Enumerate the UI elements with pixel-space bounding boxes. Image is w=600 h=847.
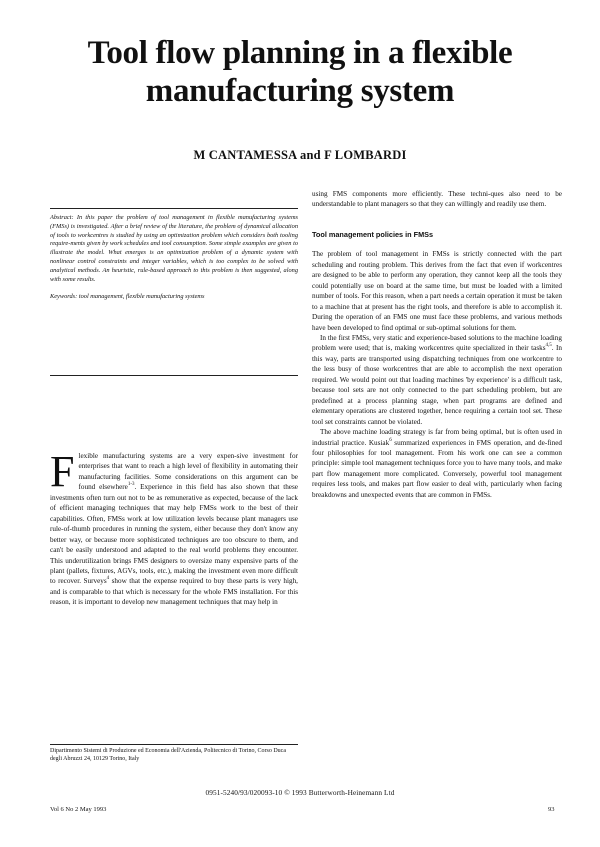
citation-ref: 1-3	[127, 482, 135, 488]
left-column	[50, 447, 298, 608]
p2-text-2: . In this way, parts are transported using dispatching techniques from one workcentre to the less busy of those workcentres that are able to accomplish the next operation required. We would point out that loading machines 'by experience' is a difficult task, because tool sets are not only connected to the part scheduling problem, but are predefined at a process planning stage, when part programs are defined and elementary operations are clustered together, hence requiring a certain tool set. These tool set constraints cannot be violated.	[312, 344, 562, 426]
p2-text-1: In the first FMSs, very static and experience-based solutions to the machine loading problem were used; that is, making workcentres quite specialized in their tasks	[312, 333, 562, 353]
section-heading: Tool management policies in FMSs	[312, 229, 434, 239]
citation-ref: 4,5	[545, 343, 552, 349]
body-paragraph-3	[312, 427, 562, 500]
abstract-text: Abstract: In this paper the problem of tool management in flexible manufacturing systems (FMSs) is investigated. After a brief review of the literature, the problem of dynamical allocation of tools to workcentres is studied by using an optimization problem which considers both tooling require-ments given by work schedules and tool consumption. Some simple examples are given to illustrate the model. What emerges is an optimization problem of a dynamic system with nonlinear control constraints and integer variables, which is too complex to be solved with analytical methods. An heuristic, rule-based approach to this problem is then suggested, along with some results.	[50, 214, 298, 283]
authors: M CANTAMESSA and F LOMBARDI	[193, 148, 407, 162]
paper-title	[0, 34, 600, 110]
copyright-line: 0951-5240/93/020093-10 © 1993 Butterworth-Heinemann Ltd	[205, 788, 395, 797]
citation-ref: 4	[106, 576, 110, 582]
citation-ref: 6	[389, 437, 392, 443]
affiliation: Dipartimento Sistemi di Produzione ed Economia dell'Azienda, Politecnico di Torino, Corso Duca degli Abruzzi 24, 10129 Torino, Italy	[50, 744, 298, 763]
body-paragraph-2	[312, 333, 562, 427]
right-column	[312, 189, 562, 500]
journal-issue: Vol 6 No 2 May 1993	[50, 806, 107, 813]
p3-text-1: The above machine loading strategy is far from being optimal, but is often used in industrial practice. Kusiak	[312, 428, 562, 447]
title-line-2: manufacturing system	[145, 73, 455, 109]
keywords: Keywords: tool management, flexible manufacturing systems	[50, 293, 205, 301]
intro-text-3: show that the expense required to buy these parts is very high, and is comparable to that which is necessary for the whole FMS installation. For this reason, it is important to develop new management techniques that may help in	[50, 577, 298, 607]
intro-text-2: . Experience in this field has also shown that these investments often turn out not to be as remunerative as expected, because of the lack of efficient managing techniques that may help FMSs work to the best of their capabilities. Often, FMSs work at low utilization levels because plant managers use rule-of-thumb procedures in running the system, either because they don't know any better way, or because more sophisticated techniques are too obscure to them, and can't be easily understood and adapted to the real world problems they encounter. This underutilization brings FMS designers to oversize many expensive parts of the plant (pallets, fixtures, AGVs, tools, etc.), making the investment even more difficult to recover. Surveys	[50, 483, 298, 586]
intro-paragraph	[50, 447, 298, 608]
continued-paragraph: using FMS components more efficiently. These techni-ques also need to be understandable to plant managers so that they can willingly and readily use them.	[312, 190, 562, 209]
drop-cap: F	[50, 447, 75, 496]
title-line-1: Tool flow planning in a flexible	[87, 35, 513, 71]
page-number: 93	[548, 806, 555, 813]
body-paragraph-1: The problem of tool management in FMSs is strictly connected with the part scheduling and routing problem. This derives from the fact that even if workcentres are designed to be able to perform any operation, they cannot keep all the tools they could potentially use on board at the same time, but must be loaded with a limited number of tools. For this reason, when a part needs a certain operation it must be taken to a machine that at present has the right tools, and therefore is able to accomplish it. During the operation of an FMS one must face these problems, and various methods have been developed to find optimal or sub-optimal solutions for them.	[312, 250, 562, 332]
intro-text-1: lexible manufacturing systems are a very expen-sive investment for enterprises that want to reach a high level of flexibility in automating their manufacturing facilities. Some considerations on this argument can be found elsewhere	[78, 452, 298, 492]
abstract-box	[50, 208, 298, 376]
p3-text-2: summarized experiences in FMS operation, and de-fined four philosophies for tool management. From his work one can see a common principle: simple tool management techniques force you to have many tools, and make part flow management more complicated. Conversely, powerful tool management requires less tools, and makes part flow easier to deal with, particularly when facing breakdowns and unexpected events that are common in FMSs.	[312, 438, 562, 499]
